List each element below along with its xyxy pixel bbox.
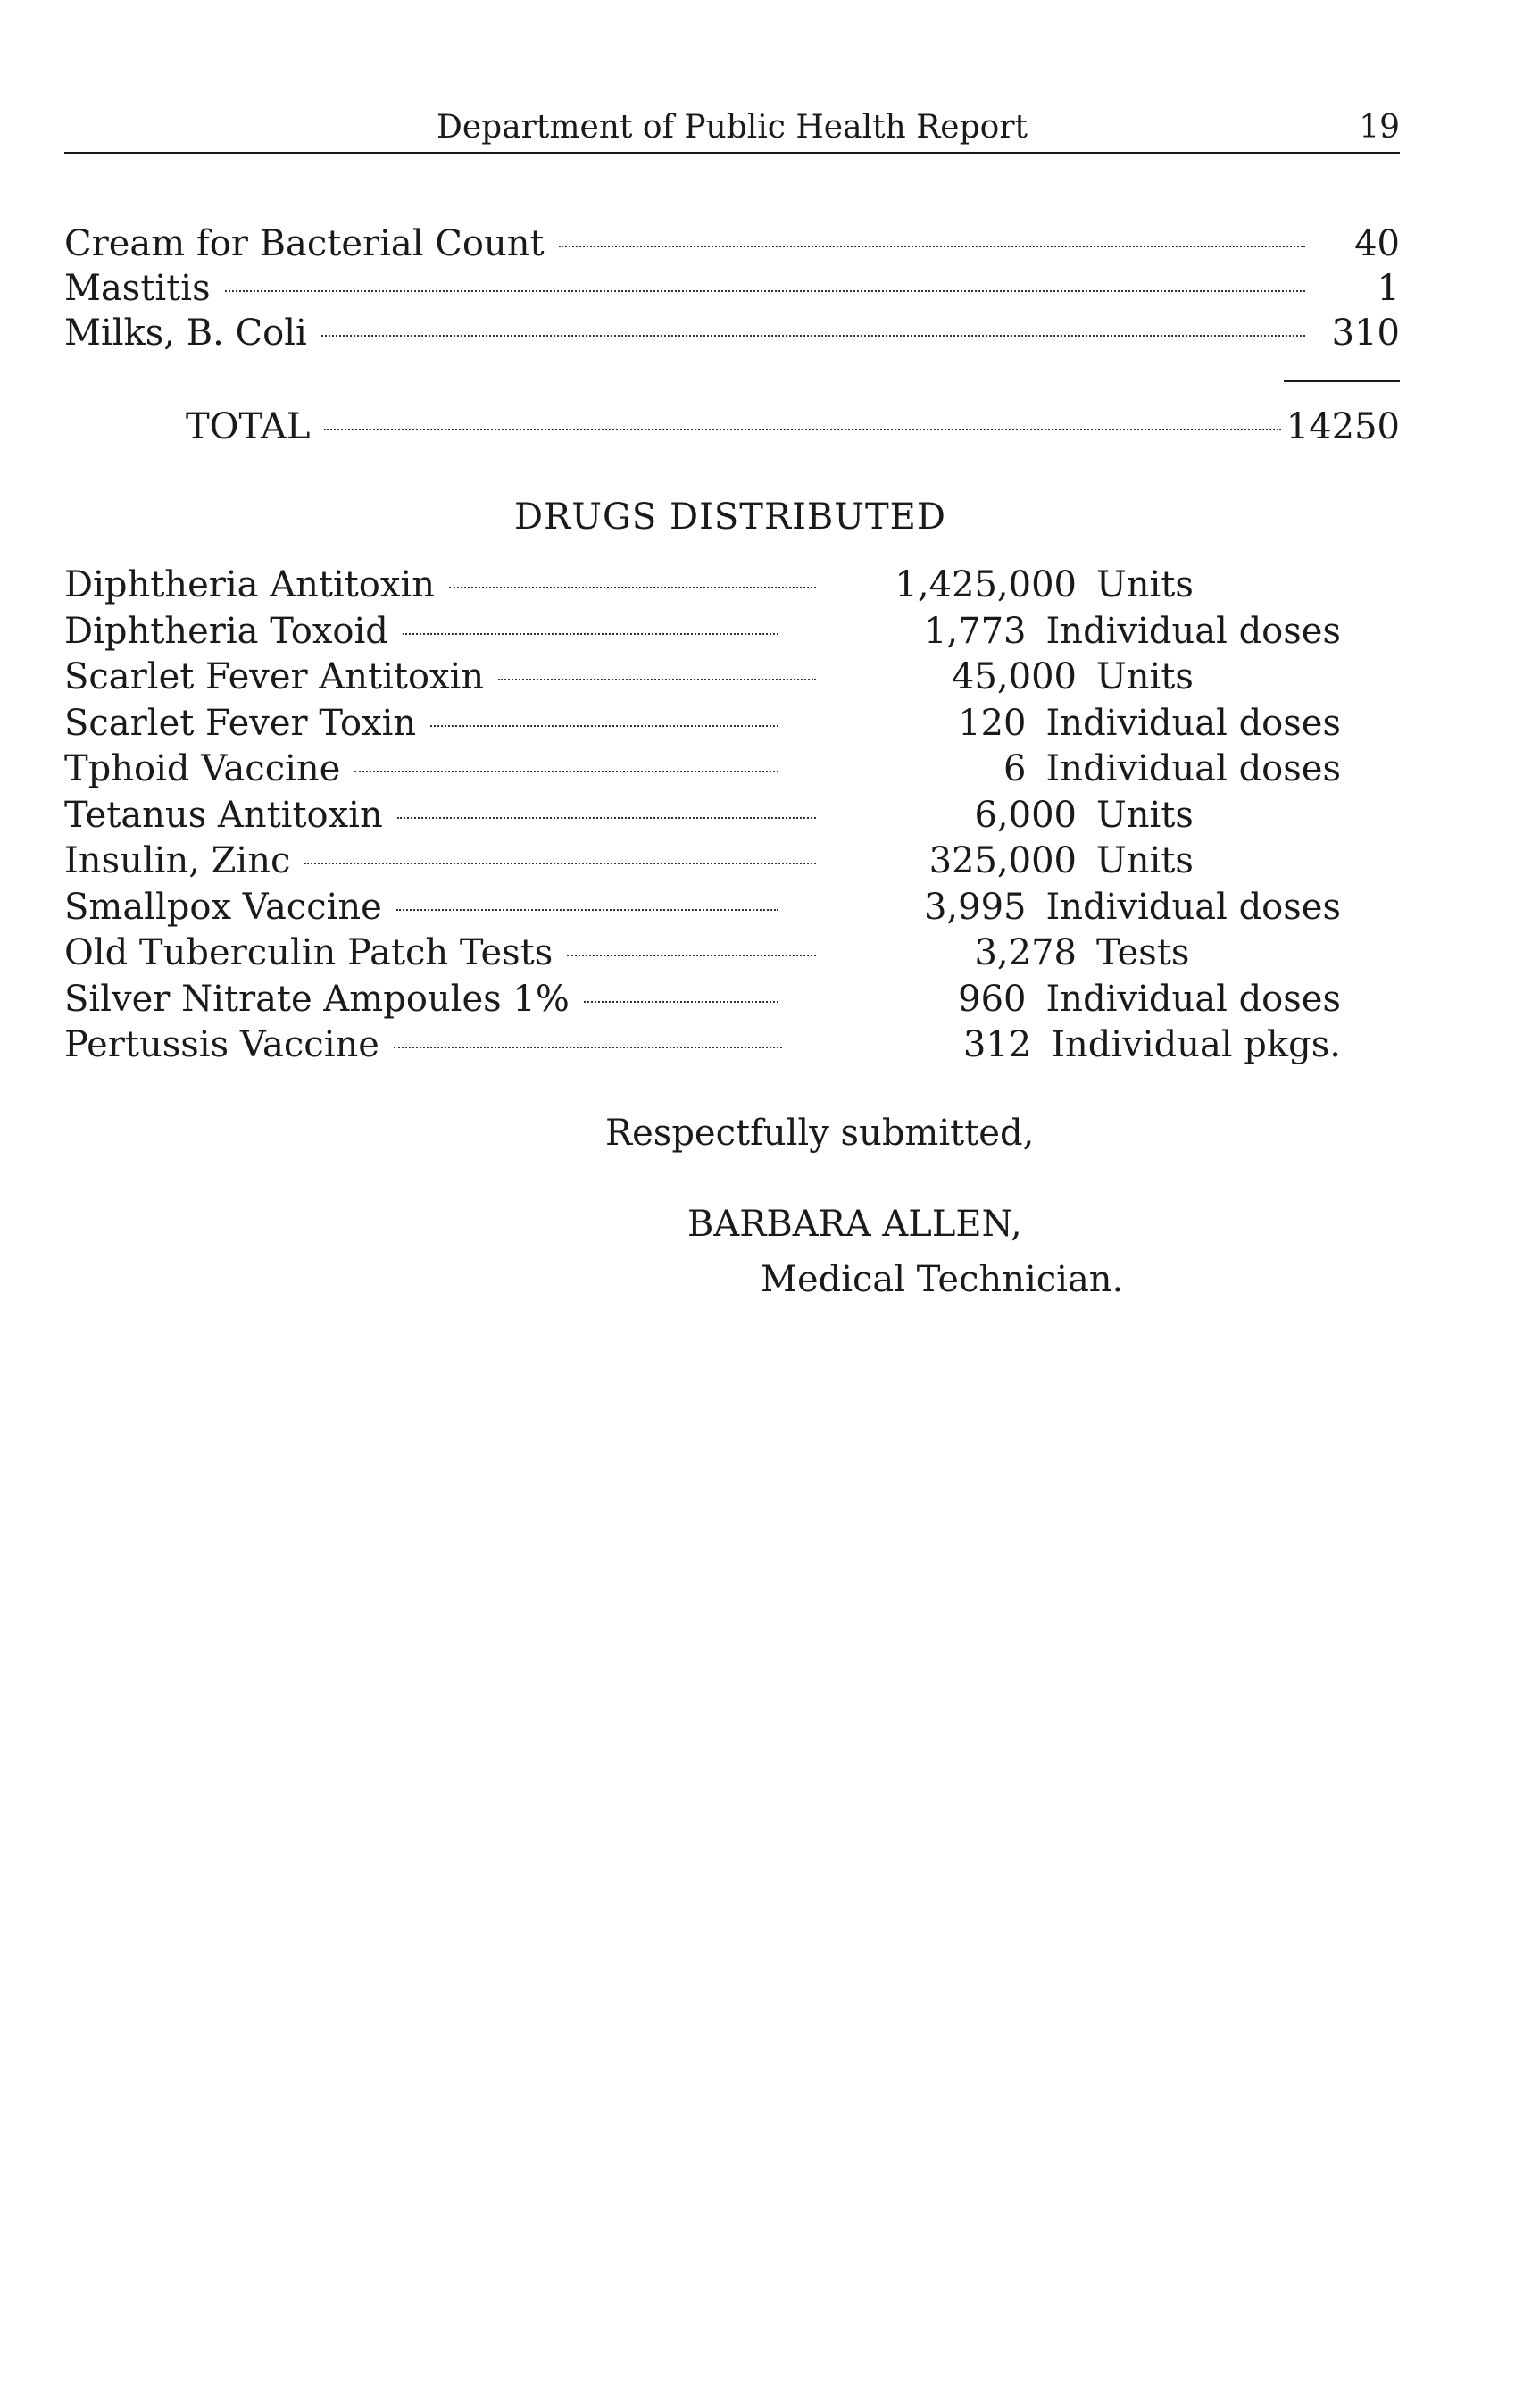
page-number: 19: [1359, 109, 1400, 146]
drug-unit: Individual pkgs.: [1051, 1024, 1341, 1065]
drug-name: Insulin, Zinc: [64, 840, 291, 881]
test-label: Mastitis: [64, 268, 211, 309]
page-header: [64, 105, 1400, 154]
drug-name: Scarlet Fever Antitoxin: [64, 656, 485, 697]
leader-dots: [225, 290, 1305, 292]
section-title: DRUGS DISTRIBUTED: [514, 496, 946, 538]
drug-unit: Units: [1096, 656, 1194, 697]
leader-dots: [324, 429, 1280, 430]
leader-dots: [449, 587, 816, 588]
test-row: [64, 313, 1400, 359]
drug-unit: Individual doses: [1045, 748, 1341, 789]
drug-name: Tphoid Vaccine: [64, 748, 341, 789]
test-value: 40: [1354, 223, 1400, 264]
signatory-name: BARBARA ALLEN,: [687, 1204, 1022, 1245]
total-value: 14250: [1286, 406, 1400, 447]
drug-quantity: 312: [962, 1024, 1032, 1065]
drug-row: [64, 1024, 1341, 1071]
drug-unit: Individual doses: [1045, 610, 1341, 652]
leader-dots: [498, 679, 816, 680]
leader-dots: [354, 771, 778, 772]
drug-name: Pertussis Vaccine: [64, 1024, 379, 1065]
leader-dots: [559, 246, 1305, 247]
test-row: [64, 268, 1400, 314]
drug-row: [64, 748, 1341, 795]
drug-quantity: 6,000: [974, 794, 1077, 836]
closing-salutation: Respectfully submitted,: [605, 1113, 1035, 1154]
total-row: [186, 406, 1400, 453]
drug-name: Old Tuberculin Patch Tests: [64, 932, 554, 973]
drug-quantity: 325,000: [928, 840, 1077, 881]
drug-row: [64, 795, 1341, 841]
drug-unit: Individual doses: [1045, 702, 1341, 744]
leader-dots: [396, 909, 778, 911]
test-label: Milks, B. Coli: [64, 313, 307, 354]
total-rule: [1284, 380, 1400, 382]
leader-dots: [430, 725, 778, 727]
drug-row: [64, 656, 1341, 703]
drug-unit: Units: [1096, 840, 1194, 881]
leader-dots: [304, 863, 816, 864]
drug-row: [64, 611, 1341, 657]
drug-name: Diphtheria Toxoid: [64, 610, 388, 652]
drug-name: Smallpox Vaccine: [64, 886, 382, 928]
leader-dots: [321, 335, 1305, 337]
drug-label-wrap: [64, 932, 821, 973]
drug-quantity: 3,278: [974, 932, 1077, 973]
drug-label-wrap: [64, 1024, 787, 1065]
drug-name: Diphtheria Antitoxin: [64, 564, 435, 605]
drug-unit: Tests: [1096, 932, 1190, 973]
signatory-title: Medical Technician.: [761, 1259, 1124, 1300]
test-value: 1: [1377, 268, 1400, 309]
test-value: 310: [1331, 313, 1400, 354]
drug-label-wrap: [64, 887, 784, 928]
drug-quantity: 1,773: [923, 610, 1027, 652]
drug-unit: Units: [1096, 564, 1194, 605]
drug-unit: Individual doses: [1045, 978, 1341, 1020]
drug-label-wrap: [64, 795, 821, 836]
drug-unit: Individual doses: [1045, 886, 1341, 928]
drug-label-wrap: [64, 703, 784, 744]
drug-label-wrap: [64, 840, 821, 881]
drug-label-wrap: [64, 748, 784, 789]
drug-row: [64, 564, 1341, 611]
total-label: TOTAL: [186, 406, 311, 447]
drug-name: Scarlet Fever Toxin: [64, 702, 417, 744]
drug-row: [64, 703, 1341, 749]
drug-label-wrap: [64, 611, 784, 652]
leader-dots: [567, 955, 816, 956]
drug-name: Silver Nitrate Ampoules 1%: [64, 978, 570, 1020]
drug-quantity: 960: [958, 978, 1027, 1020]
drug-row: [64, 840, 1341, 887]
drug-row: [64, 887, 1341, 933]
leader-dots: [403, 633, 778, 635]
drug-unit: Units: [1096, 794, 1194, 836]
leader-dots: [394, 1047, 782, 1048]
leader-dots: [397, 817, 816, 819]
drug-label-wrap: [64, 656, 821, 697]
drug-quantity: 3,995: [923, 886, 1027, 928]
drug-row: [64, 979, 1341, 1025]
drug-quantity: 45,000: [952, 656, 1077, 697]
drug-label-wrap: [64, 564, 821, 605]
test-label: Cream for Bacterial Count: [64, 223, 545, 264]
drug-name: Tetanus Antitoxin: [64, 794, 383, 836]
drug-quantity: 120: [958, 702, 1027, 744]
test-row: [64, 223, 1400, 270]
header-title: Department of Public Health Report: [437, 109, 1028, 146]
drug-row: [64, 932, 1341, 979]
drug-quantity: 6: [1003, 748, 1027, 789]
drug-quantity: 1,425,000: [895, 564, 1077, 605]
leader-dots: [584, 1001, 778, 1003]
drug-label-wrap: [64, 979, 784, 1020]
